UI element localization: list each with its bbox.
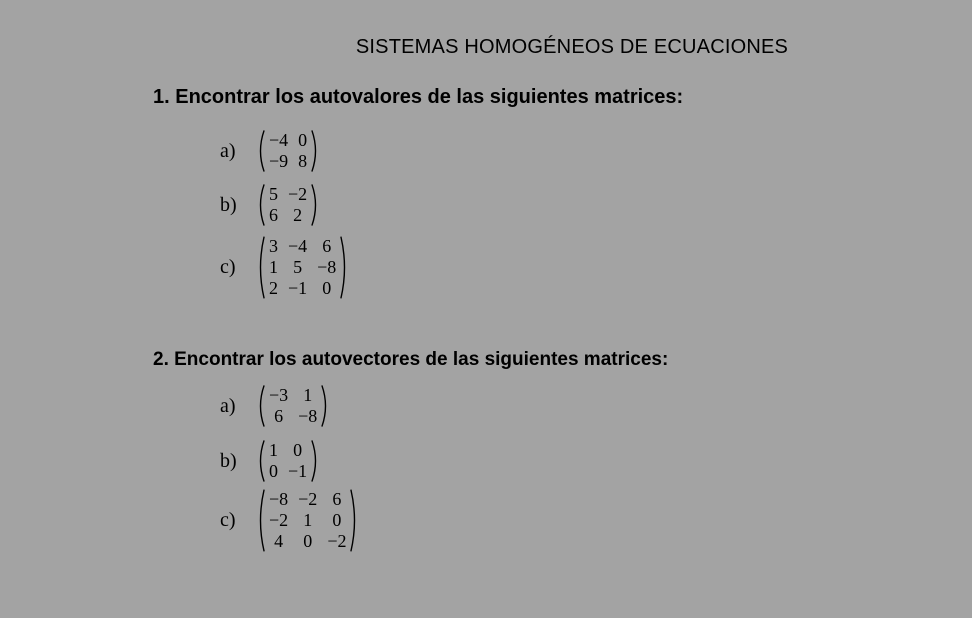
page-title (0, 36, 972, 59)
question-1-item-b (220, 184, 320, 226)
matrix-entry: −8 (298, 406, 318, 426)
matrix-entry: −4 (269, 130, 289, 150)
matrix-entry: 5 (293, 257, 303, 277)
matrix-entry: −3 (269, 385, 289, 405)
matrix (256, 385, 330, 427)
matrix-entry: 1 (303, 510, 313, 530)
right-parenthesis (321, 385, 330, 427)
right-parenthesis (311, 130, 320, 172)
matrix (256, 489, 359, 552)
matrix-entry: 1 (269, 257, 278, 277)
matrix-entry: 2 (269, 278, 278, 298)
right-parenthesis (350, 489, 359, 552)
matrix (256, 440, 320, 482)
matrix-entry: −8 (317, 257, 337, 277)
matrix-entry: 8 (298, 151, 308, 171)
matrix-entry: 0 (332, 510, 342, 530)
matrix-entry: −2 (298, 489, 318, 509)
matrix-entry: −4 (288, 236, 308, 256)
left-parenthesis (256, 489, 265, 552)
question-1-heading: 1. Encontrar los autovalores de las siguientes matrices: (153, 86, 684, 108)
matrix-entry: 0 (293, 440, 303, 460)
matrix (256, 130, 320, 172)
matrix-entry: −2 (288, 184, 308, 204)
item-label: c) (220, 256, 236, 278)
right-parenthesis (311, 440, 320, 482)
left-parenthesis (256, 385, 265, 427)
item-label: b) (220, 449, 237, 472)
matrix-entry: −9 (269, 151, 289, 171)
right-parenthesis (311, 184, 320, 226)
matrix-entry: 0 (269, 461, 278, 481)
item-label: a) (220, 394, 236, 417)
matrix-entry: −2 (269, 510, 289, 530)
matrix-entry: 3 (269, 236, 278, 256)
right-parenthesis (340, 236, 349, 299)
item-label: a) (220, 139, 236, 162)
question-2-item-c (220, 489, 359, 552)
matrix-entry: 6 (322, 236, 332, 256)
matrix-entry: −8 (269, 489, 289, 509)
matrix (256, 184, 320, 226)
matrix-entry: 0 (303, 531, 313, 551)
title-text: SISTEMAS HOMOGÉNEOS DE ECUACIONES (355, 36, 789, 58)
matrix-entry: −1 (288, 461, 308, 481)
left-parenthesis (256, 184, 265, 226)
left-parenthesis (256, 440, 265, 482)
question-2-heading: 2. Encontrar los autovectores de las siguientes matrices: (153, 349, 669, 370)
item-label: c) (220, 509, 236, 531)
left-parenthesis (256, 236, 265, 299)
matrix-entry: 0 (298, 130, 308, 150)
matrix-entry: 5 (269, 184, 278, 204)
item-label: b) (220, 193, 237, 216)
matrix-entry: 6 (269, 205, 278, 225)
left-parenthesis (256, 130, 265, 172)
matrix-entry: 6 (274, 406, 284, 426)
matrix-entry: 1 (269, 440, 278, 460)
question-2-item-b (220, 440, 320, 482)
question-1-item-c (220, 236, 349, 299)
matrix-entry: 4 (274, 531, 284, 551)
matrix-entry: −2 (327, 531, 347, 551)
matrix-entry: 1 (303, 385, 313, 405)
question-2-item-a (220, 385, 330, 427)
matrix-entry: −1 (288, 278, 308, 298)
matrix-entry: 6 (332, 489, 342, 509)
matrix-entry: 2 (293, 205, 303, 225)
matrix-entry: 0 (322, 278, 332, 298)
question-1-item-a (220, 130, 320, 172)
matrix (256, 236, 349, 299)
